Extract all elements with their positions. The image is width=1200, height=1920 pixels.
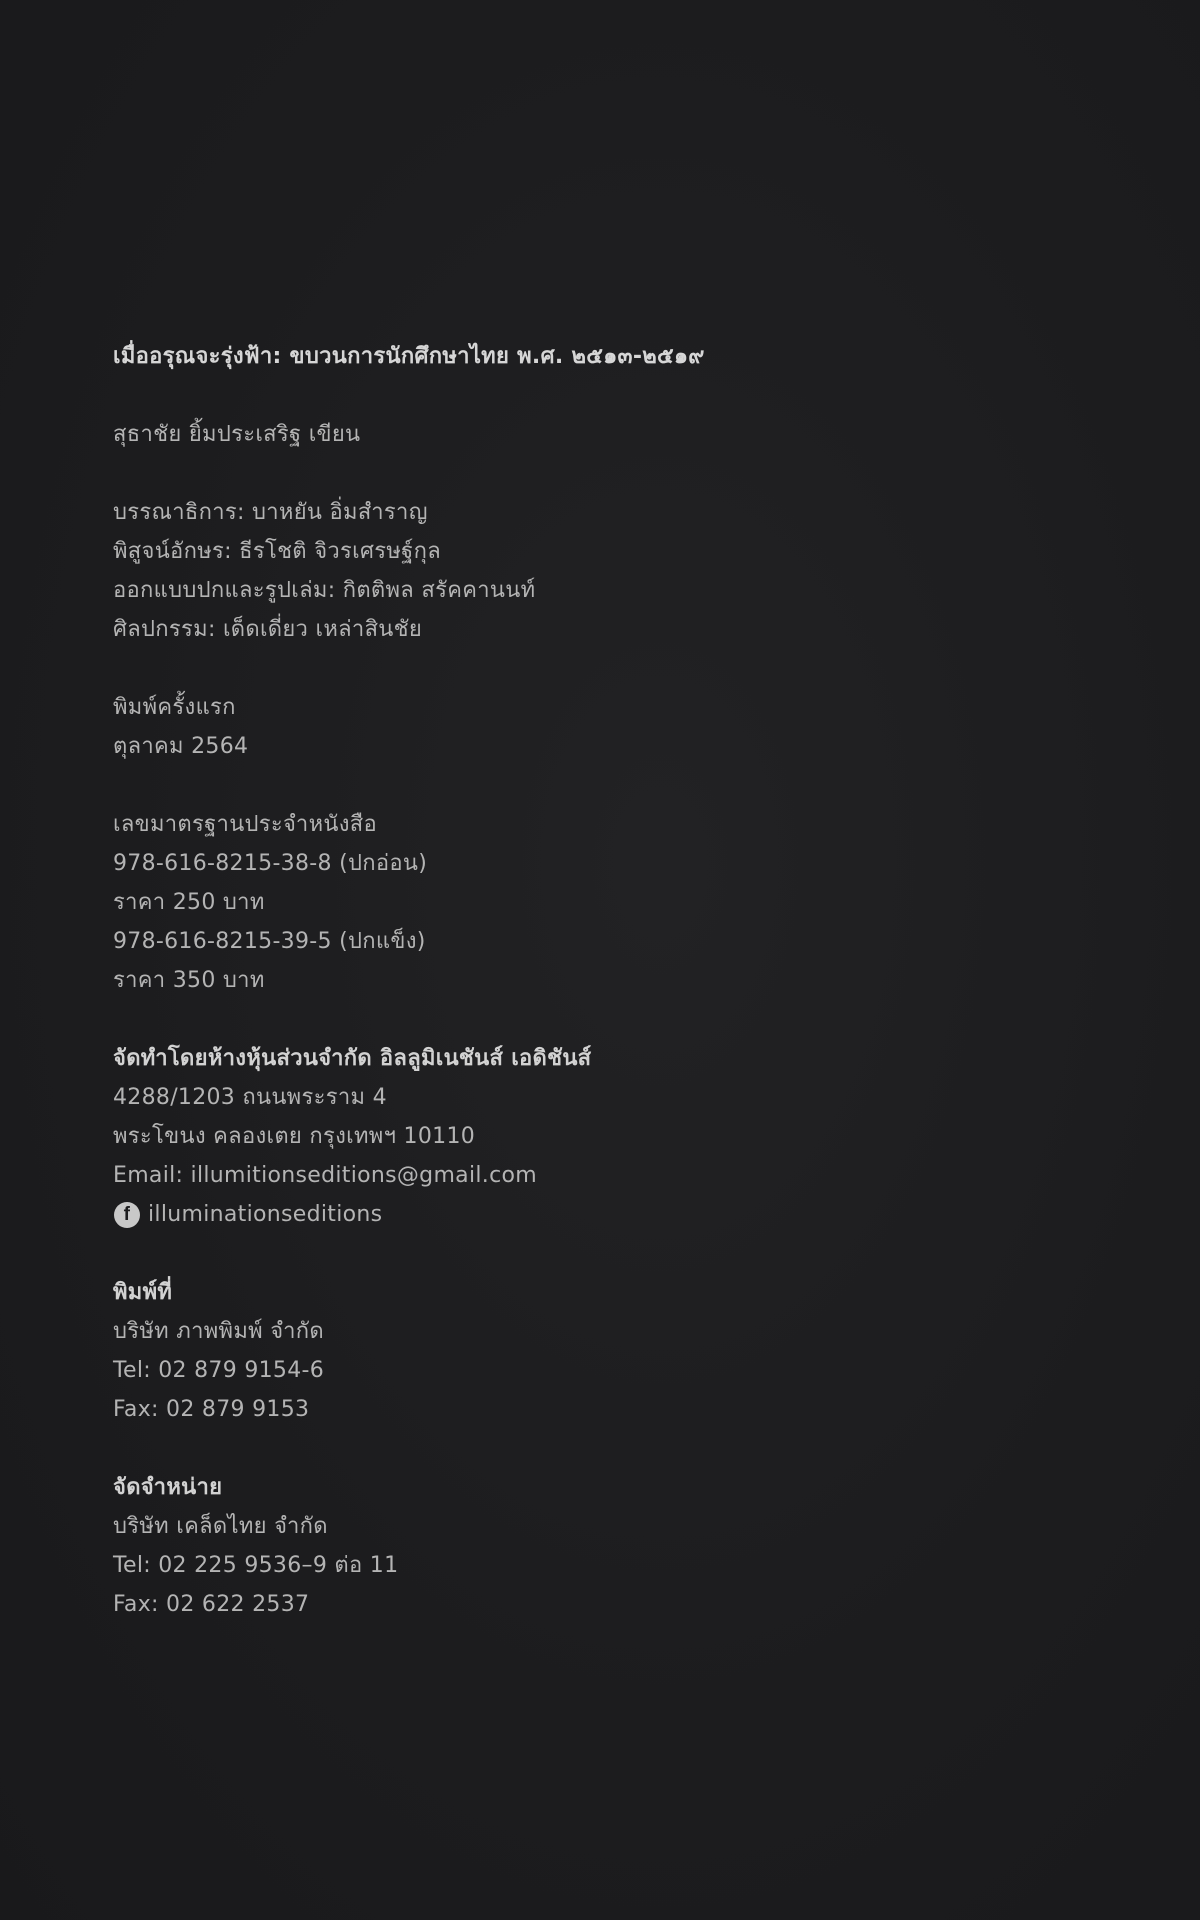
price-softcover: ราคา 250 บาท bbox=[113, 890, 265, 915]
credit-proofreader: พิสูจน์อักษร: ธีรโชติ จิวรเศรษฐ์กุล bbox=[113, 539, 441, 564]
price-hardcover: ราคา 350 บาท bbox=[113, 968, 265, 993]
distributor-tel: Tel: 02 225 9536–9 ต่อ 11 bbox=[113, 1553, 399, 1578]
edition-date: ตุลาคม 2564 bbox=[113, 734, 249, 759]
facebook-icon: f bbox=[114, 1202, 140, 1228]
book-title: เมื่ออรุณจะรุ่งฟ้า: ขบวนการนักศึกษาไทย พ.ศ. ๒๕๑๓-๒๕๑๙ bbox=[113, 344, 705, 369]
spacer bbox=[113, 1234, 1013, 1273]
publisher-heading: จัดทำโดยห้างหุ้นส่วนจำกัด อิลลูมิเนชันส์ เอดิชันส์ bbox=[113, 1046, 592, 1071]
publisher-facebook-handle: illuminationseditions bbox=[148, 1202, 383, 1227]
credit-designer: ออกแบบปกและรูปเล่ม: กิตติพล สรัคคานนท์ bbox=[113, 578, 536, 603]
publisher-facebook-row bbox=[113, 1195, 1013, 1234]
author-line: สุธาชัย ยิ้มประเสริฐ เขียน bbox=[113, 422, 361, 447]
printer-name: บริษัท ภาพพิมพ์ จำกัด bbox=[113, 1319, 324, 1344]
publisher-address-1: 4288/1203 ถนนพระราม 4 bbox=[113, 1085, 387, 1110]
spacer bbox=[113, 454, 1013, 493]
credit-artwork: ศิลปกรรม: เด็ดเดี่ยว เหล่าสินชัย bbox=[113, 617, 423, 642]
publisher-email: Email: illumitionseditions@gmail.com bbox=[113, 1163, 537, 1188]
publisher-address-2: พระโขนง คลองเตย กรุงเทพฯ 10110 bbox=[113, 1124, 476, 1149]
printer-heading: พิมพ์ที่ bbox=[113, 1280, 173, 1305]
spacer bbox=[113, 1429, 1013, 1468]
distributor-name: บริษัท เคล็ดไทย จำกัด bbox=[113, 1514, 328, 1539]
printer-fax: Fax: 02 879 9153 bbox=[113, 1397, 310, 1422]
distributor-fax: Fax: 02 622 2537 bbox=[113, 1592, 310, 1617]
isbn-label: เลขมาตรฐานประจำหนังสือ bbox=[113, 812, 377, 837]
colophon-content bbox=[113, 337, 1013, 1624]
printer-tel: Tel: 02 879 9154-6 bbox=[113, 1358, 325, 1383]
distributor-heading: จัดจำหน่าย bbox=[113, 1475, 223, 1500]
spacer bbox=[113, 1000, 1013, 1039]
edition-label: พิมพ์ครั้งแรก bbox=[113, 695, 236, 720]
spacer bbox=[113, 649, 1013, 688]
credit-editor: บรรณาธิการ: บาหยัน อิ่มสำราญ bbox=[113, 500, 428, 525]
spacer bbox=[113, 766, 1013, 805]
isbn-softcover: 978-616-8215-38-8 (ปกอ่อน) bbox=[113, 851, 428, 876]
isbn-hardcover: 978-616-8215-39-5 (ปกแข็ง) bbox=[113, 929, 426, 954]
spacer bbox=[113, 376, 1013, 415]
